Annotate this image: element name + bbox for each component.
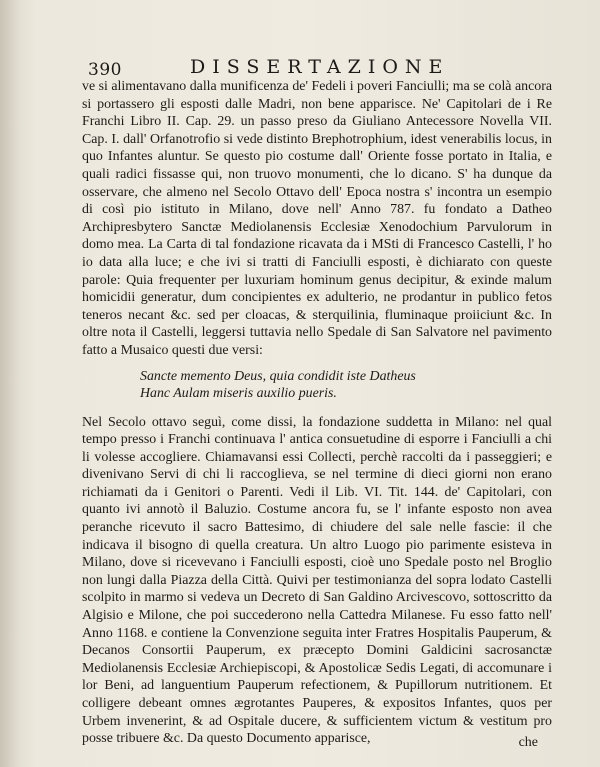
- paragraph-2: Nel Secolo ottavo seguì, come dissi, la fondazione suddetta in Milano: nel qual tempo presso i Franchi continuava l' antica consuetudine di esporre i Fanciulli a chi li volesse accogliere. Chiamavansi essi Collecti, perchè raccolti da i passeggieri; e divenivano Servi di chi li raccoglieva, se nel termine di dieci giorni non erano richiamati da i Genitori o Parenti. Vedi il Lib. VI. Tit. 144. de' Capitolari, con quanto ivi annotò il Baluzio. Costume ancora fu, se l' infante esposto non avea peranche ricevuto il sacro Battesimo, di chiudere del sale nelle fascie: il che indicava il bisogno di quella creatura. Un altro Luogo pio parimente esisteva in Milano, dove si ricevevano i Fanciulli esposti, cioè uno Spedale posto nel Broglio non lungi dalla Piazza della Città. Quivi per testimonianza del sopra lodato Castelli scolpito in marmo si vedeva un Decreto di San Galdino Arcivescovo, sottoscritto da Algisio e Milone, che poi succederono nella Cattedra Milanese. Fu esso fatto nell' Anno 1168. e contiene la Convenzione seguita inter Fratres Hospitalis Pauperum, & Decanos Consortii Pauperum, ex præcepto Domini Galdicini sacrosanctæ Mediolanensis Ecclesiæ Archiepiscopi, & Apostolicæ Sedis Legati, di accomunare i lor Beni, ad languentium Pauperum refectionem, & Pupillorum nutritionem. Et colligere debeant omnes ægrotantes Pauperes, & expositos Infantes, quos per Urbem invenerint, & ad Ospitale ducere, & sufficientem victum & vestitum pro posse tribuere &c. Da questo Documento apparisce,: [82, 414, 552, 747]
- running-title: DISSERTAZIONE: [190, 56, 450, 78]
- paragraph-1: ve si alimentavano dalla munificenza de' Fedeli i poveri Fanciulli; ma se colà ancora si portassero gli esposti dalle Madri, non bene apparisce. Ne' Capitolari de i Re Franchi Libro II. Cap. 29. un passo preso da Giuliano Antecessore Novella VII. Cap. I. dall' Orfanotrofio si vede distinto Brephotrophium, idest venerabilis locus, in quo Infantes aluntur. Se questo pio costume dall' Oriente fosse portato in Italia, e quali radici fissasse qui, non truovo monumenti, che lo dicano. S' ha dunque da osservare, che almeno nel Secolo Ottavo dell' Epoca nostra s' incontra un esempio di così pio istituto in Milano, dove nell' Anno 787. fu fondato a Datheo Archipresbytero Sanctæ Mediolanensis Ecclesiæ Xenodochium Parvulorum in domo mea. La Carta di tal fondazione ricavata da i MSti di Francesco Castelli, l' ho io data alla luce; e che ivi si tratti di Fanciulli esposti, è dichiarato con queste parole: Quia frequenter per luxuriam hominum genus decipitur, & exinde malum homicidii generatur, dum concipientes ex adulterio, ne prodantur in publico fetos teneros necant &c. sed per cloacas, & sterquilinia, fluminaque proiiciunt &c. In oltre nota il Castelli, leggersi tuttavia nello Spedale di San Salvatore nel pavimento fatto a Musaico questi due versi:: [82, 79, 552, 358]
- verse-line-2: Hanc Aulam miseris auxilio pueris.: [140, 385, 337, 401]
- page-gutter-shadow: [0, 0, 20, 767]
- catchword: che: [518, 735, 538, 750]
- verse-line-1: Sancte memento Deus, quia condidit iste Datheus: [140, 368, 416, 384]
- body-text: [82, 78, 552, 748]
- page-number: 390: [88, 60, 122, 80]
- page-header: [78, 56, 544, 78]
- inscription-verse: [140, 368, 552, 402]
